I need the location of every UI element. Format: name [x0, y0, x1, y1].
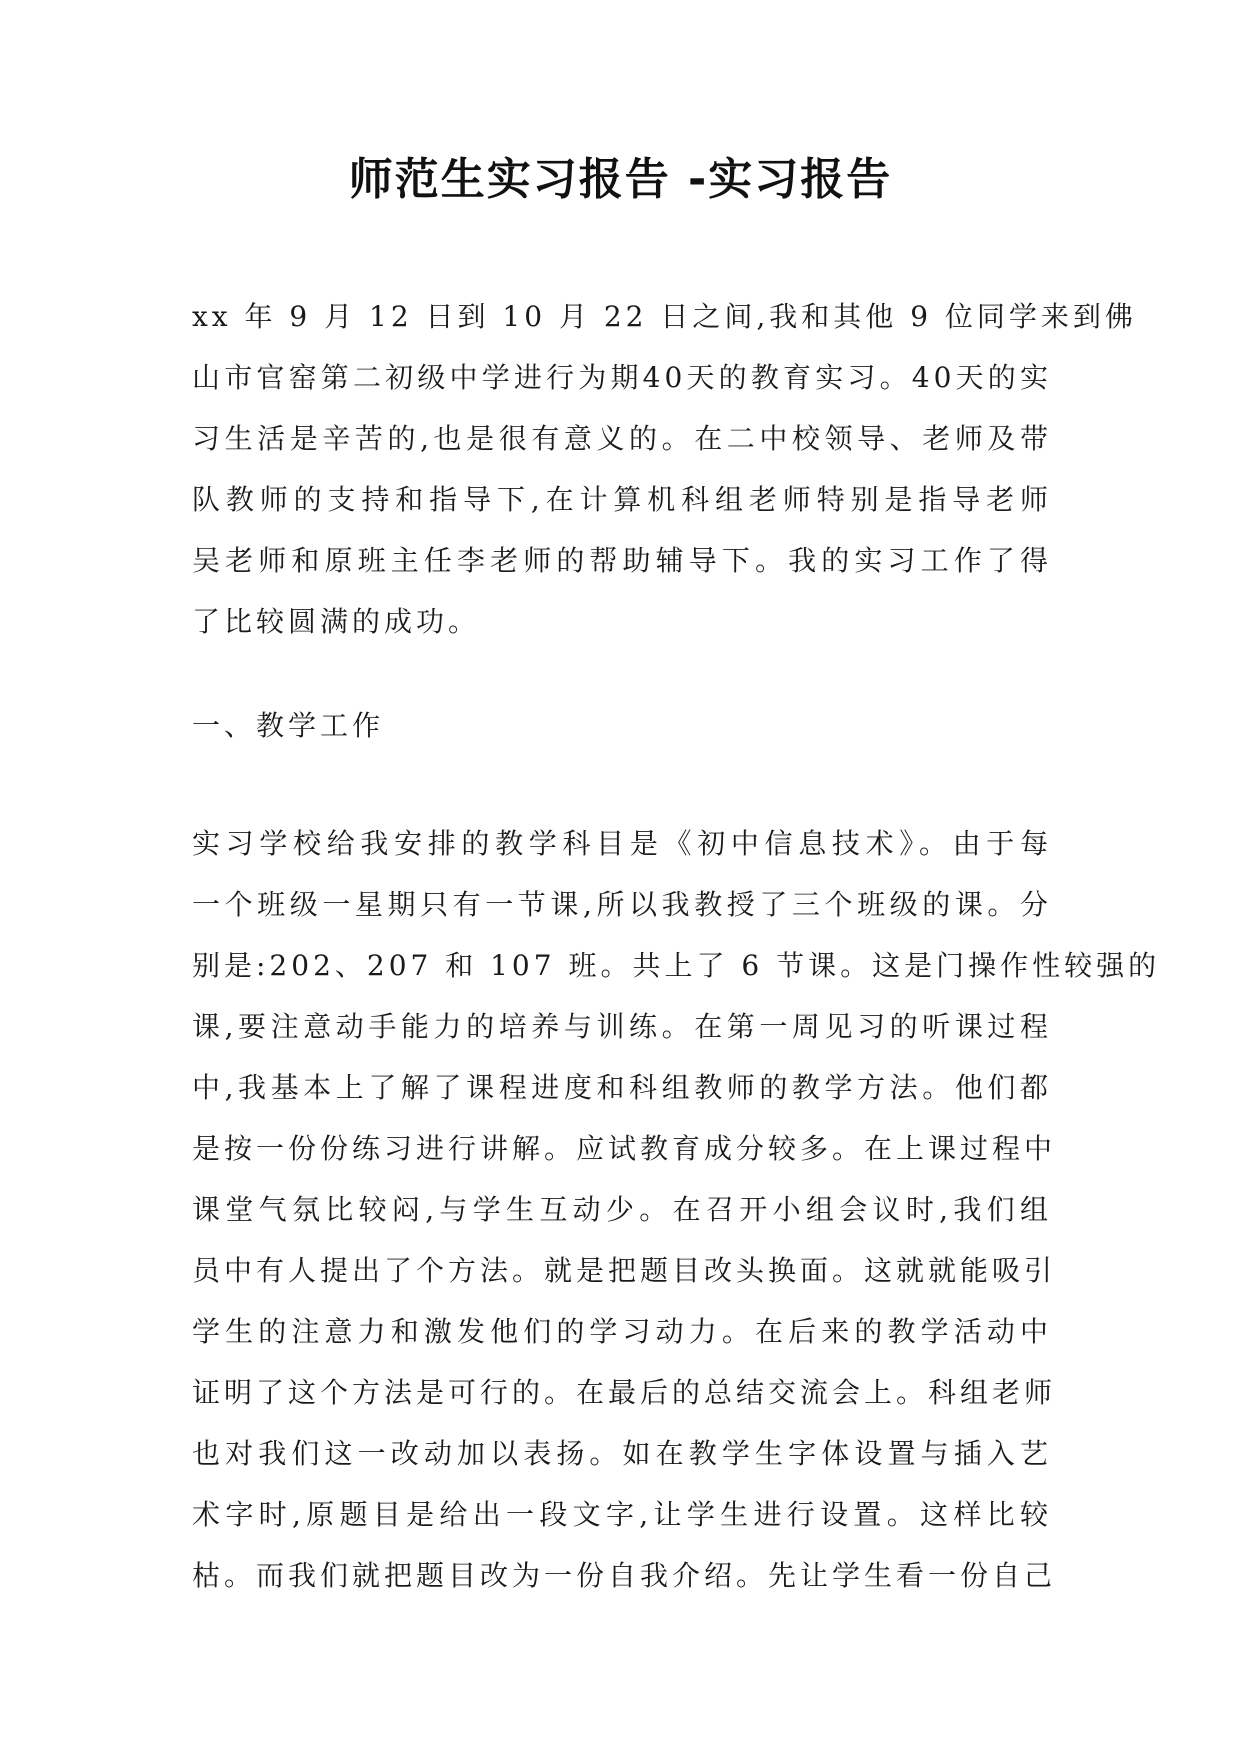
text-line: 课堂气氛比较闷,与学生互动少。在召开小组会议时,我们组 [192, 1193, 1052, 1226]
text-line: 课,要注意动手能力的培养与训练。在第一周见习的听课过程 [192, 1010, 1052, 1043]
paragraph-teaching-work [192, 813, 1161, 1606]
text-line: 也对我们这一改动加以表扬。如在教学生字体设置与插入艺 [192, 1437, 1052, 1470]
text-line: 学生的注意力和激发他们的学习动力。在后来的教学活动中 [192, 1315, 1052, 1348]
section-heading-text: 一、教学工作 [192, 709, 385, 742]
document-title: 师范生实习报告 -实习报告 [348, 154, 893, 205]
text-line: 队教师的支持和指导下,在计算机科组老师特别是指导老师 [192, 483, 1052, 516]
text-line: 一个班级一星期只有一节课,所以我教授了三个班级的课。分 [192, 888, 1052, 921]
text-line: xx 年 9 月 12 日到 10 月 22 日之间,我和其他 9 位同学来到佛 [192, 300, 1137, 333]
section-heading-teaching [192, 695, 1052, 756]
text-line: 山市官窑第二初级中学进行为期40天的教育实习。40天的实 [192, 361, 1052, 394]
text-line: 实习学校给我安排的教学科目是《初中信息技术》。由于每 [192, 827, 1052, 860]
text-line: 术字时,原题目是给出一段文字,让学生进行设置。这样比较 [192, 1498, 1052, 1531]
paragraph-intro [192, 286, 1137, 652]
text-line: 员中有人提出了个方法。就是把题目改头换面。这就就能吸引 [192, 1254, 1057, 1287]
text-line: 是按一份份练习进行讲解。应试教育成分较多。在上课过程中 [192, 1132, 1057, 1165]
text-line: 别是:202、207 和 107 班。共上了 6 节课。这是门操作性较强的 [192, 949, 1161, 982]
text-line: 枯。而我们就把题目改为一份自我介绍。先让学生看一份自己 [192, 1559, 1057, 1592]
text-line: 吴老师和原班主任李老师的帮助辅导下。我的实习工作了得 [192, 544, 1052, 577]
text-line: 习生活是辛苦的,也是很有意义的。在二中校领导、老师及带 [192, 422, 1052, 455]
text-line: 证明了这个方法是可行的。在最后的总结交流会上。科组老师 [192, 1376, 1057, 1409]
text-line: 中,我基本上了解了课程进度和科组教师的教学方法。他们都 [192, 1071, 1052, 1104]
text-line: 了比较圆满的成功。 [192, 605, 481, 638]
